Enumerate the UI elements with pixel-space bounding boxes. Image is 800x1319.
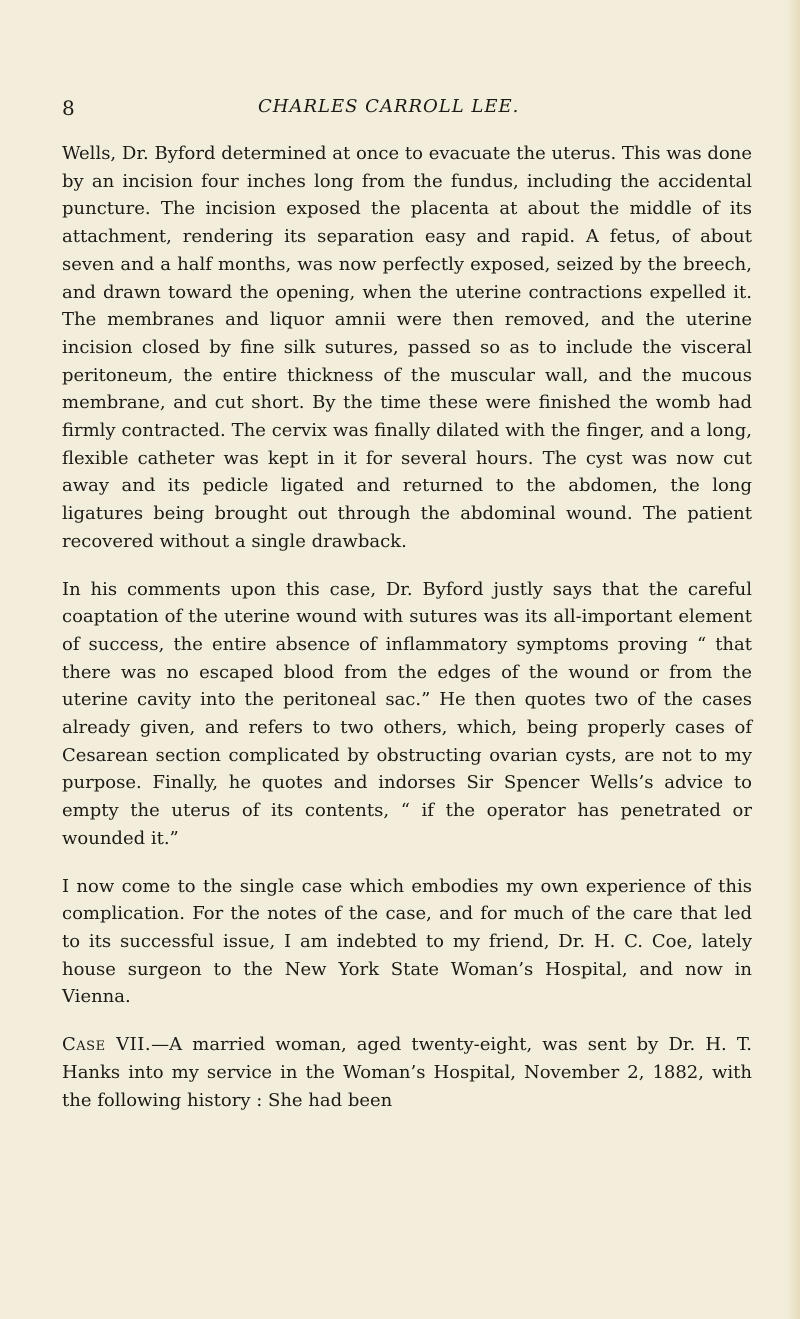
paragraph-3: I now come to the single case which embodies my own experience of this complication. For the notes of the case, and for much of the care that led to its successful issue, I am indebted to my friend, Dr. H. C. Coe, lately house surgeon to the New York State Woman’s Hospital, and now in Vienna. <box>62 875 752 1008</box>
paragraph-4-text: —A married woman, aged twenty-eight, was sent by Dr. H. T. Hanks into my service in the Woman’s Hospital, November 2, 1882, with the following history : She had been <box>62 1034 752 1111</box>
page-edge-stain <box>786 0 800 1319</box>
paragraph-4 <box>62 1031 752 1114</box>
running-head <box>62 96 752 122</box>
page-number: 8 <box>62 96 75 120</box>
paragraph-1: Wells, Dr. Byford determined at once to evacuate the uterus. This was done by an incision four inches long from the fundus, including the accidental puncture. The incision exposed the placenta at about the middle of its attachment, rendering its separation easy and rapid. A fetus, of about seven and a half months, was now perfectly exposed, seized by the breech, and drawn toward the opening, when the uterine contractions expelled it. The membranes and liquor amnii were then removed, and the uterine incision closed by fine silk sutures, passed so as to include the visceral peritoneum, the entire thickness of the muscular wall, and the mucous membrane, and cut short. By the time these were finished the womb had firmly contracted. The cervix was finally dilated with the finger, and a long, flexible catheter was kept in it for several hours. The cyst was now cut away and its pedicle ligated and returned to the abdomen, the long ligatures being brought out through the abdominal wound. The patient recovered without a single drawback. <box>62 143 752 552</box>
paragraph-2: In his comments upon this case, Dr. Byford justly says that the careful coaptation of the uterine wound with sutures was its all-important element of success, the entire absence of inflammatory symptoms proving “ that there was no escaped blood from the edges of the wound or from the uterine cavity into the peritoneal sac.” He then quotes two of the cases already given, and refers to two others, which, being properly cases of Cesarean section complicated by obstructing ovarian cysts, are not to my purpose. Finally, he quotes and indorses Sir Spencer Wells’s advice to empty the uterus of its contents, “ if the operator has penetrated or wounded it.” <box>62 578 752 849</box>
running-title: CHARLES CARROLL LEE. <box>258 96 520 117</box>
body-text <box>62 140 752 1134</box>
case-label: Case VII. <box>62 1034 152 1056</box>
